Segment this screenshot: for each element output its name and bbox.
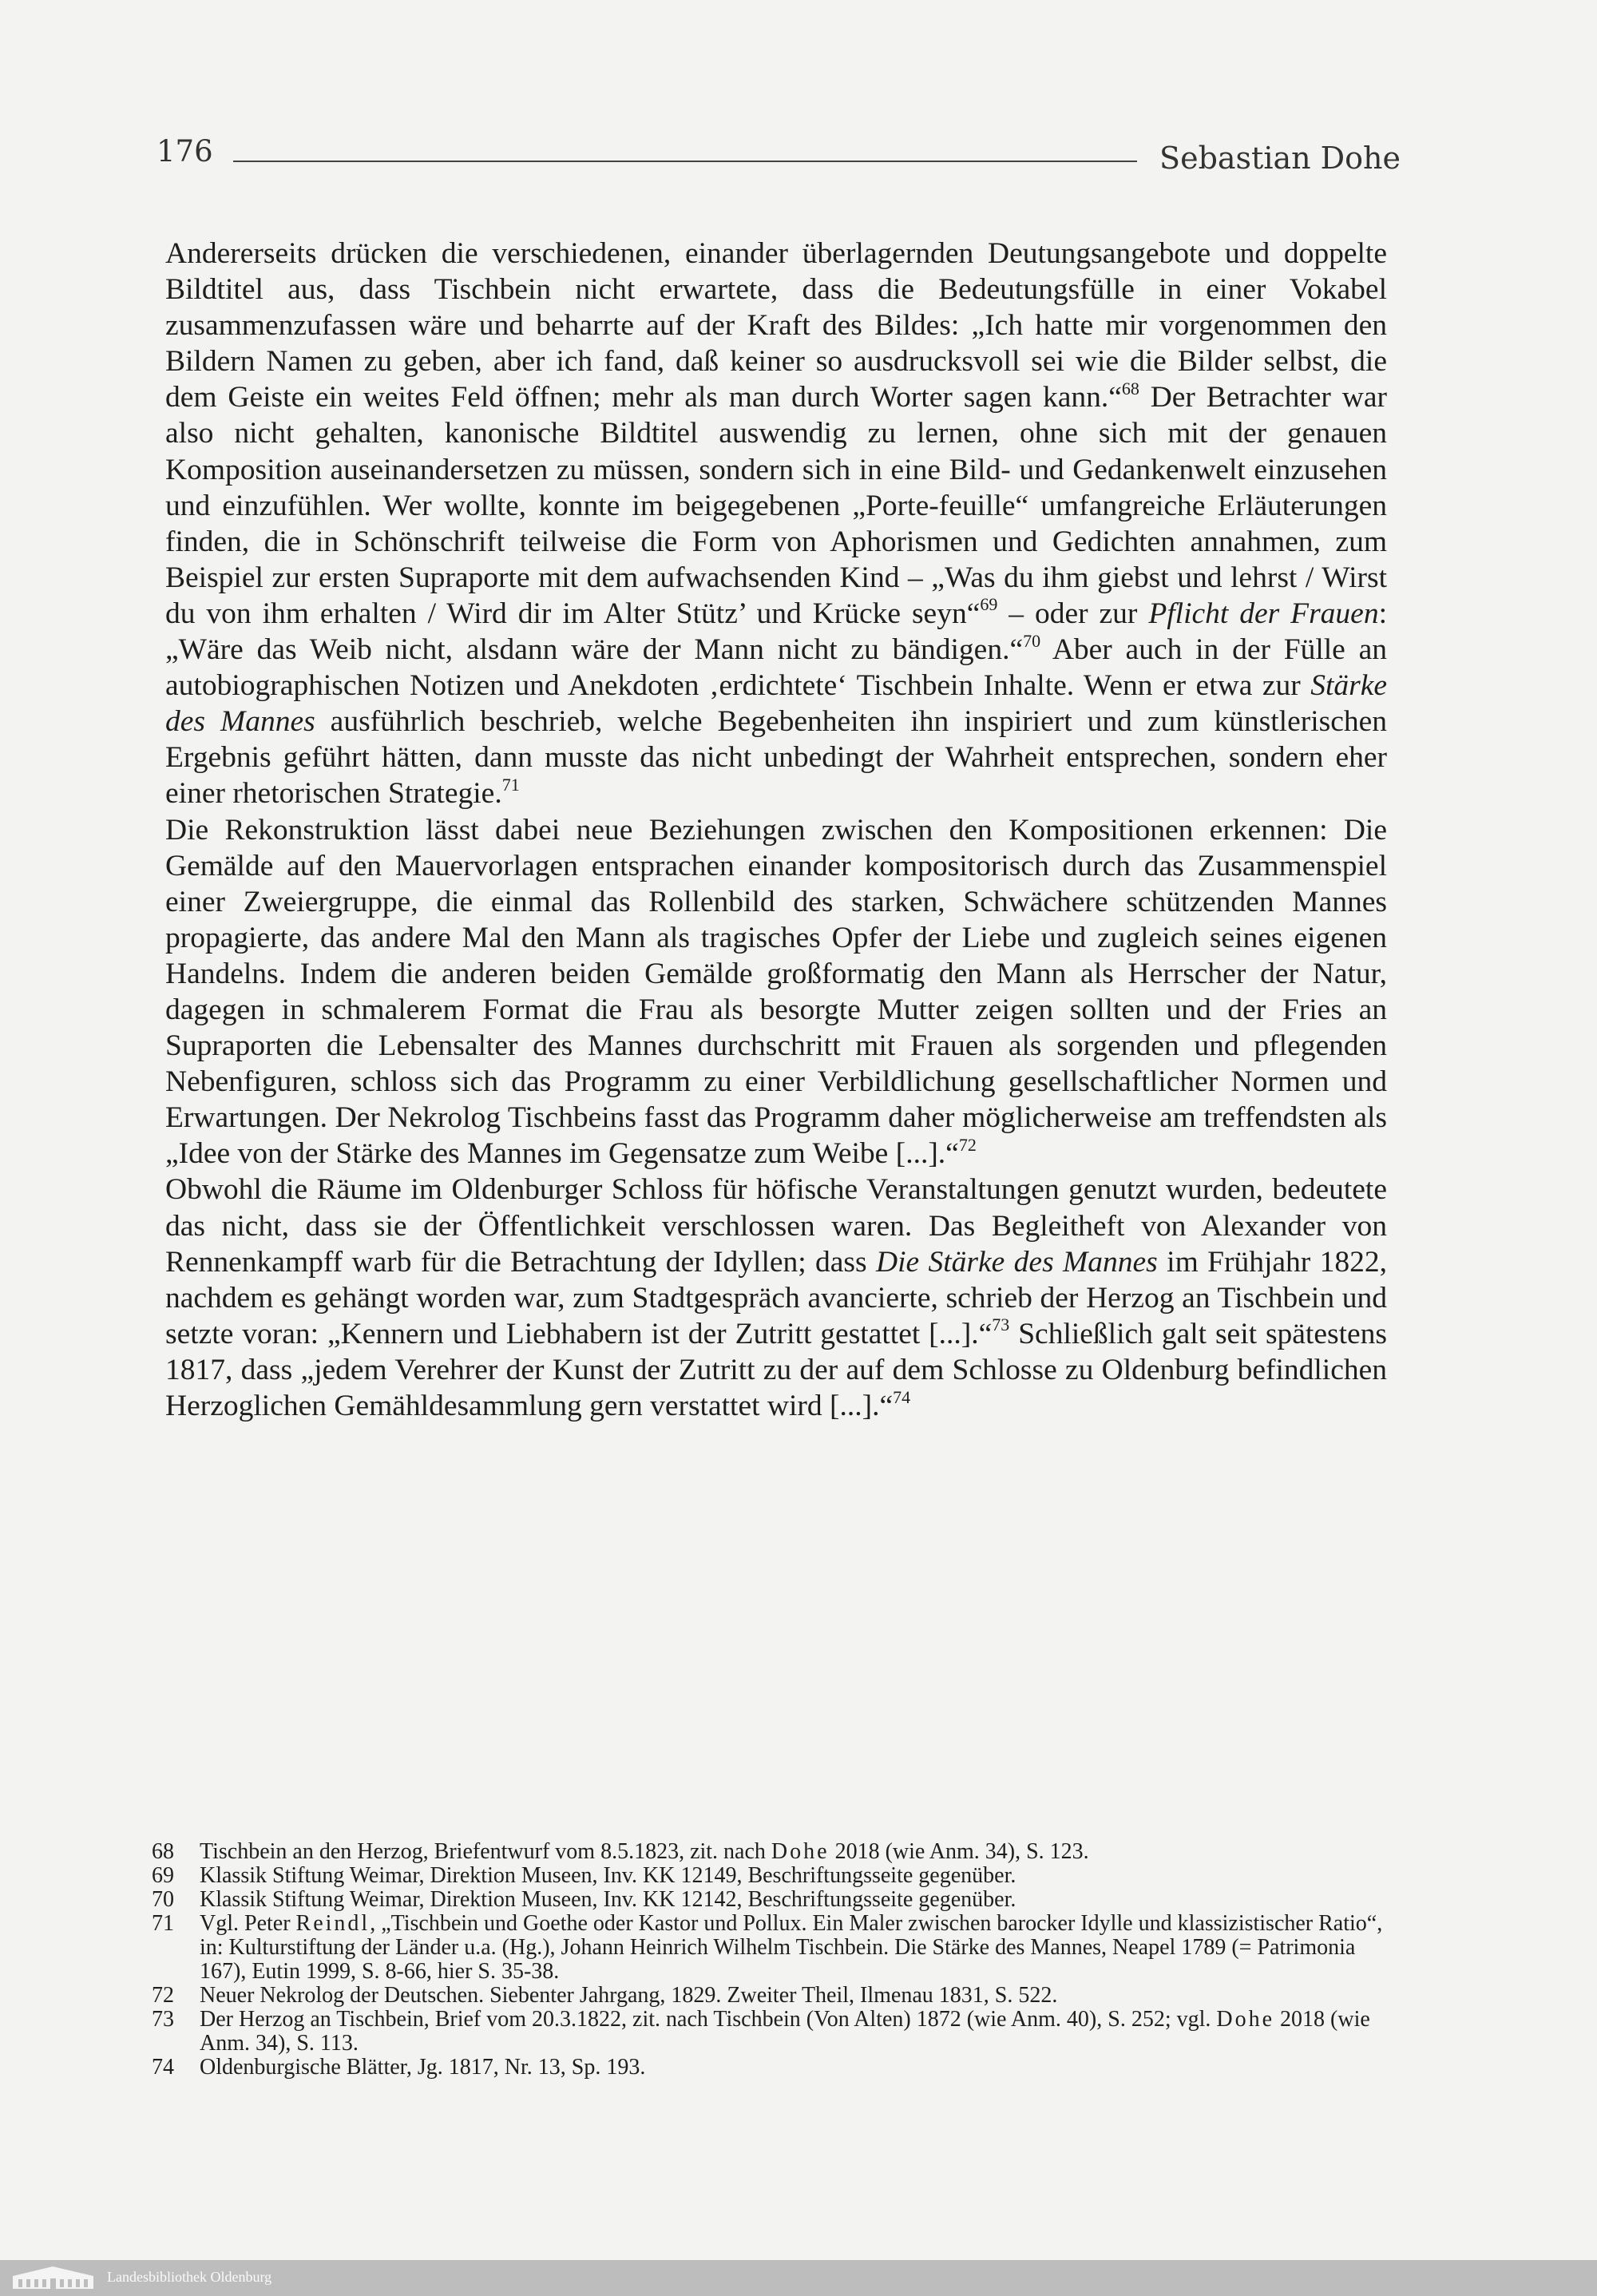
footnote-text <box>200 1912 1397 1984</box>
text-run: Tischbein an den Herzog, Briefentwurf vom 8.5.1823, zit. nach <box>200 1839 771 1864</box>
footnote-number: 69 <box>152 1863 174 1888</box>
footnote-ref-74[interactable]: 74 <box>893 1386 911 1407</box>
text-run: – oder zur <box>997 597 1149 630</box>
italic-title: Pflicht der Frauen <box>1148 597 1379 630</box>
footnote-ref-72[interactable]: 72 <box>958 1134 977 1155</box>
paragraph-3 <box>165 1172 1387 1424</box>
text-run: Vgl. Peter <box>200 1911 296 1936</box>
footnote-71 <box>152 1912 1397 1984</box>
footnote-74 <box>152 2056 1397 2080</box>
footnotes <box>152 1840 1397 2080</box>
library-building-icon <box>11 2265 95 2290</box>
footnote-text: Oldenburgische Blätter, Jg. 1817, Nr. 13, Sp. 193. <box>200 2055 646 2080</box>
text-run: 2018 (wie Anm. 34), S. 123. <box>829 1839 1089 1864</box>
footnote-text <box>200 1840 1397 1864</box>
footnote-text: Klassik Stiftung Weimar, Direktion Museen, Inv. KK 12149, Beschriftungsseite gegenüber. <box>200 1863 1016 1888</box>
footnote-text <box>200 2008 1397 2056</box>
page-header <box>157 134 1401 182</box>
footnote-text: Klassik Stiftung Weimar, Direktion Museen, Inv. KK 12142, Beschriftungsseite gegenüber. <box>200 1887 1016 1912</box>
text-run: Andererseits drücken die verschiedenen, einander überlagernden Deutungsangebote und doppelte Bildtitel aus, dass Tischbein nicht erwartete, dass die Bedeutungsfülle in einer Vokabel zusammenzufassen wäre und beharrte auf der Kraft des Bildes: „Ich hatte mir vorgenommen den Bildern Namen zu geben, aber ich fand, daß keiner so ausdrucksvoll sei wie die Bilder selbst, die dem Geiste ein weites Feld öffnen; mehr als man durch Worter sagen kann.“ <box>165 237 1387 414</box>
text-run: Aber auch in der Fülle an autobiographischen Notizen und Anekdoten ‚erdichtete‘ Tischbein Inhalte. Wenn er etwa zur <box>165 633 1387 703</box>
footnote-ref-73[interactable]: 73 <box>992 1315 1010 1335</box>
author-name: Dohe <box>771 1839 830 1864</box>
library-name: Landesbibliothek Oldenburg <box>107 2269 272 2285</box>
footnote-number: 71 <box>152 1911 174 1936</box>
footnote-ref-69[interactable]: 69 <box>980 594 998 615</box>
footnote-number: 72 <box>152 1983 174 2008</box>
footnote-68 <box>152 1840 1397 1864</box>
page-number: 176 <box>157 134 213 169</box>
text-run: Obwohl die Räume im Oldenburger Schloss für höfische Veranstaltungen genutzt wurden, bedeutete das nicht, dass sie der Öffentlichkeit verschlossen waren. Das Begleitheft von Alexander von Rennenkampff warb für die Betrachtung der Idyllen; dass <box>165 1173 1387 1279</box>
text-run: , „Tischbein und Goethe oder Kastor und Pollux. Ein Maler zwischen barocker Idylle und klassizistischer Ratio“, in: Kulturstiftung der Länder u.a. (Hg.), Johann Heinrich Wilhelm Tischbein. Die Stärke des Mannes, Neapel 1789 (= Patrimonia 167), Eutin 1999, S. 8-66, hier S. 35-38. <box>200 1911 1383 1984</box>
footnote-number: 68 <box>152 1839 174 1864</box>
running-head-author: Sebastian Dohe <box>1159 141 1401 176</box>
text-run: Der Herzog an Tischbein, Brief vom 20.3.1822, zit. nach Tischbein (Von Alten) 1872 (wie Anm. 40), S. 252; vgl. <box>200 2007 1217 2032</box>
footnote-ref-71[interactable]: 71 <box>501 774 520 795</box>
paragraph-1 <box>165 236 1387 812</box>
paragraph-2 <box>165 812 1387 1172</box>
text-run: Schließlich galt seit spätestens 1817, dass „jedem Verehrer der Kunst der Zutritt zu der auf dem Schlosse zu Oldenburg befindlichen Herzoglichen Gemähldesammlung gern verstattet wird [...].“ <box>165 1317 1387 1422</box>
text-run: Der Betrachter war also nicht gehalten, kanonische Bildtitel auswendig zu lernen, ohne sich mit der genauen Komposition auseinandersetzen zu müssen, sondern sich in eine Bild- und Gedankenwelt einzusehen und einzufühlen. Wer wollte, konnte im beigegebenen „Porte-feuille“ umfangreiche Erläuterungen finden, die in Schönschrift teilweise die Form von Aphorismen und Gedichten annahmen, zum Beispiel zur ersten Supraporte mit dem aufwachsenden Kind – „Was du ihm giebst und lehrst / Wirst du von ihm erhalten / Wird dir im Alter Stütz’ und Krücke seyn“ <box>165 381 1387 630</box>
footnote-73 <box>152 2008 1397 2056</box>
header-rule <box>233 161 1137 162</box>
library-footer-bar <box>0 2260 1597 2296</box>
footnote-number: 73 <box>152 2007 174 2032</box>
footnote-number: 74 <box>152 2055 174 2080</box>
footnote-number: 70 <box>152 1887 174 1912</box>
author-name: Reindl <box>295 1911 371 1936</box>
author-name: Dohe <box>1216 2007 1275 2032</box>
text-run: Die Rekonstruktion lässt dabei neue Beziehungen zwischen den Kompositionen erkennen: Die Gemälde auf den Mauervorlagen entsprachen einander kompositorisch durch das Zusammenspiel einer Zweiergruppe, die einmal das Rollenbild des starken, Schwächere schützenden Mannes propagierte, das andere Mal den Mann als tragisches Opfer der Liebe und zugleich seines eigenen Handelns. Indem die anderen beiden Gemälde großformatig den Mann als Herrscher der Natur, dagegen in schmalerem Format die Frau als besorgte Mutter zeigen sollten und der Fries an Supraporten die Lebensalter des Mannes durchschritt mit Frauen als sorgenden und pflegenden Nebenfiguren, schloss sich das Programm zu einer Verbildlichung gesellschaftlicher Normen und Erwartungen. Der Nekrolog Tischbeins fasst das Programm daher möglicherweise am treffendsten als „Idee von der Stärke des Mannes im Gegensatze zum Weibe [...].“ <box>165 813 1387 1171</box>
text-run: : „Wäre das Weib nicht, alsdann wäre der Mann nicht zu bändigen.“ <box>165 597 1387 667</box>
italic-title: Stärke des Mannes <box>165 669 1387 739</box>
italic-title: Die Stärke des Mannes <box>876 1245 1158 1279</box>
footnote-text: Neuer Nekrolog der Deutschen. Siebenter Jahrgang, 1829. Zweiter Theil, Ilmenau 1831, S. 522. <box>200 1983 1058 2008</box>
text-run: im Frühjahr 1822, nachdem es gehängt worden war, zum Stadtgespräch avancierte, schrieb der Herzog an Tischbein und setzte voran: „Kennern und Liebhabern ist der Zutritt gestattet [...].“ <box>165 1245 1387 1350</box>
footnote-70 <box>152 1888 1397 1912</box>
footnote-ref-68[interactable]: 68 <box>1121 378 1139 399</box>
text-run: 2018 (wie Anm. 34), S. 113. <box>200 2007 1370 2056</box>
footnote-69 <box>152 1864 1397 1888</box>
footnote-ref-70[interactable]: 70 <box>1023 630 1041 651</box>
footnote-72 <box>152 1984 1397 2008</box>
text-run: ausführlich beschrieb, welche Begebenheiten ihn inspiriert und zum künstlerischen Ergebnis geführt hätten, dann musste das nicht unbedingt der Wahrheit entsprechen, sondern eher einer rhetorischen Strategie. <box>165 705 1387 811</box>
body-text <box>165 236 1387 1424</box>
